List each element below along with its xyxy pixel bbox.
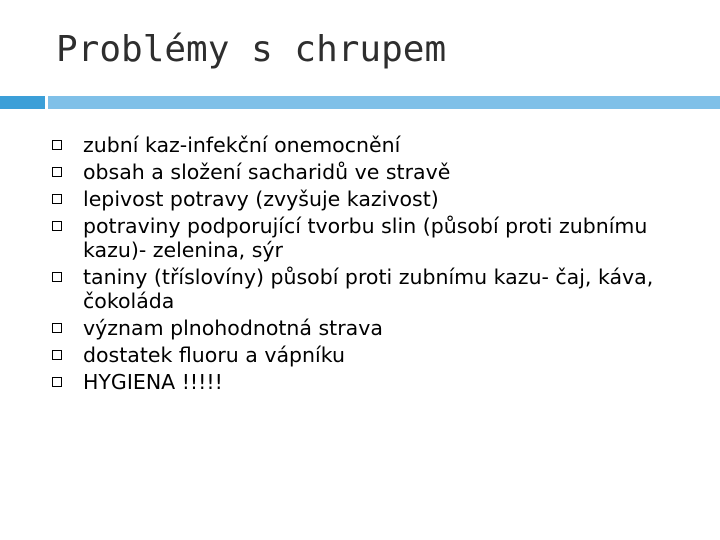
bullet-item (48, 160, 688, 184)
bullet-text: obsah a složení sacharidů ve stravě (83, 160, 451, 184)
bullet-item (48, 133, 688, 157)
square-bullet-icon (52, 167, 62, 177)
title-accent-bar-right (48, 96, 720, 109)
bullet-text: dostatek fluoru a vápníku (83, 343, 345, 367)
bullet-item (48, 214, 688, 262)
square-bullet-icon (52, 323, 62, 333)
bullet-text: lepivost potravy (zvyšuje kazivost) (83, 187, 439, 211)
bullet-text: zubní kaz-infekční onemocnění (83, 133, 401, 157)
bullet-item (48, 187, 688, 211)
square-bullet-icon (52, 194, 62, 204)
bullet-text: potraviny podporující tvorbu slin (působí proti zubnímu kazu)- zelenina, sýr (83, 214, 648, 262)
bullet-text: taniny (tříslovíny) působí proti zubnímu kazu- čaj, káva, čokoláda (83, 265, 654, 313)
bullet-item (48, 316, 688, 340)
square-bullet-icon (52, 221, 62, 231)
square-bullet-icon (52, 350, 62, 360)
bullet-item (48, 343, 688, 367)
slide-title: Problémy s chrupem (56, 29, 447, 70)
title-accent-bar-left (0, 96, 45, 109)
bullet-list (48, 133, 688, 397)
bullet-item (48, 265, 688, 313)
bullet-text: HYGIENA !!!!! (83, 370, 223, 394)
bullet-text: význam plnohodnotná strava (83, 316, 383, 340)
square-bullet-icon (52, 272, 62, 282)
square-bullet-icon (52, 140, 62, 150)
square-bullet-icon (52, 377, 62, 387)
bullet-item (48, 370, 688, 394)
